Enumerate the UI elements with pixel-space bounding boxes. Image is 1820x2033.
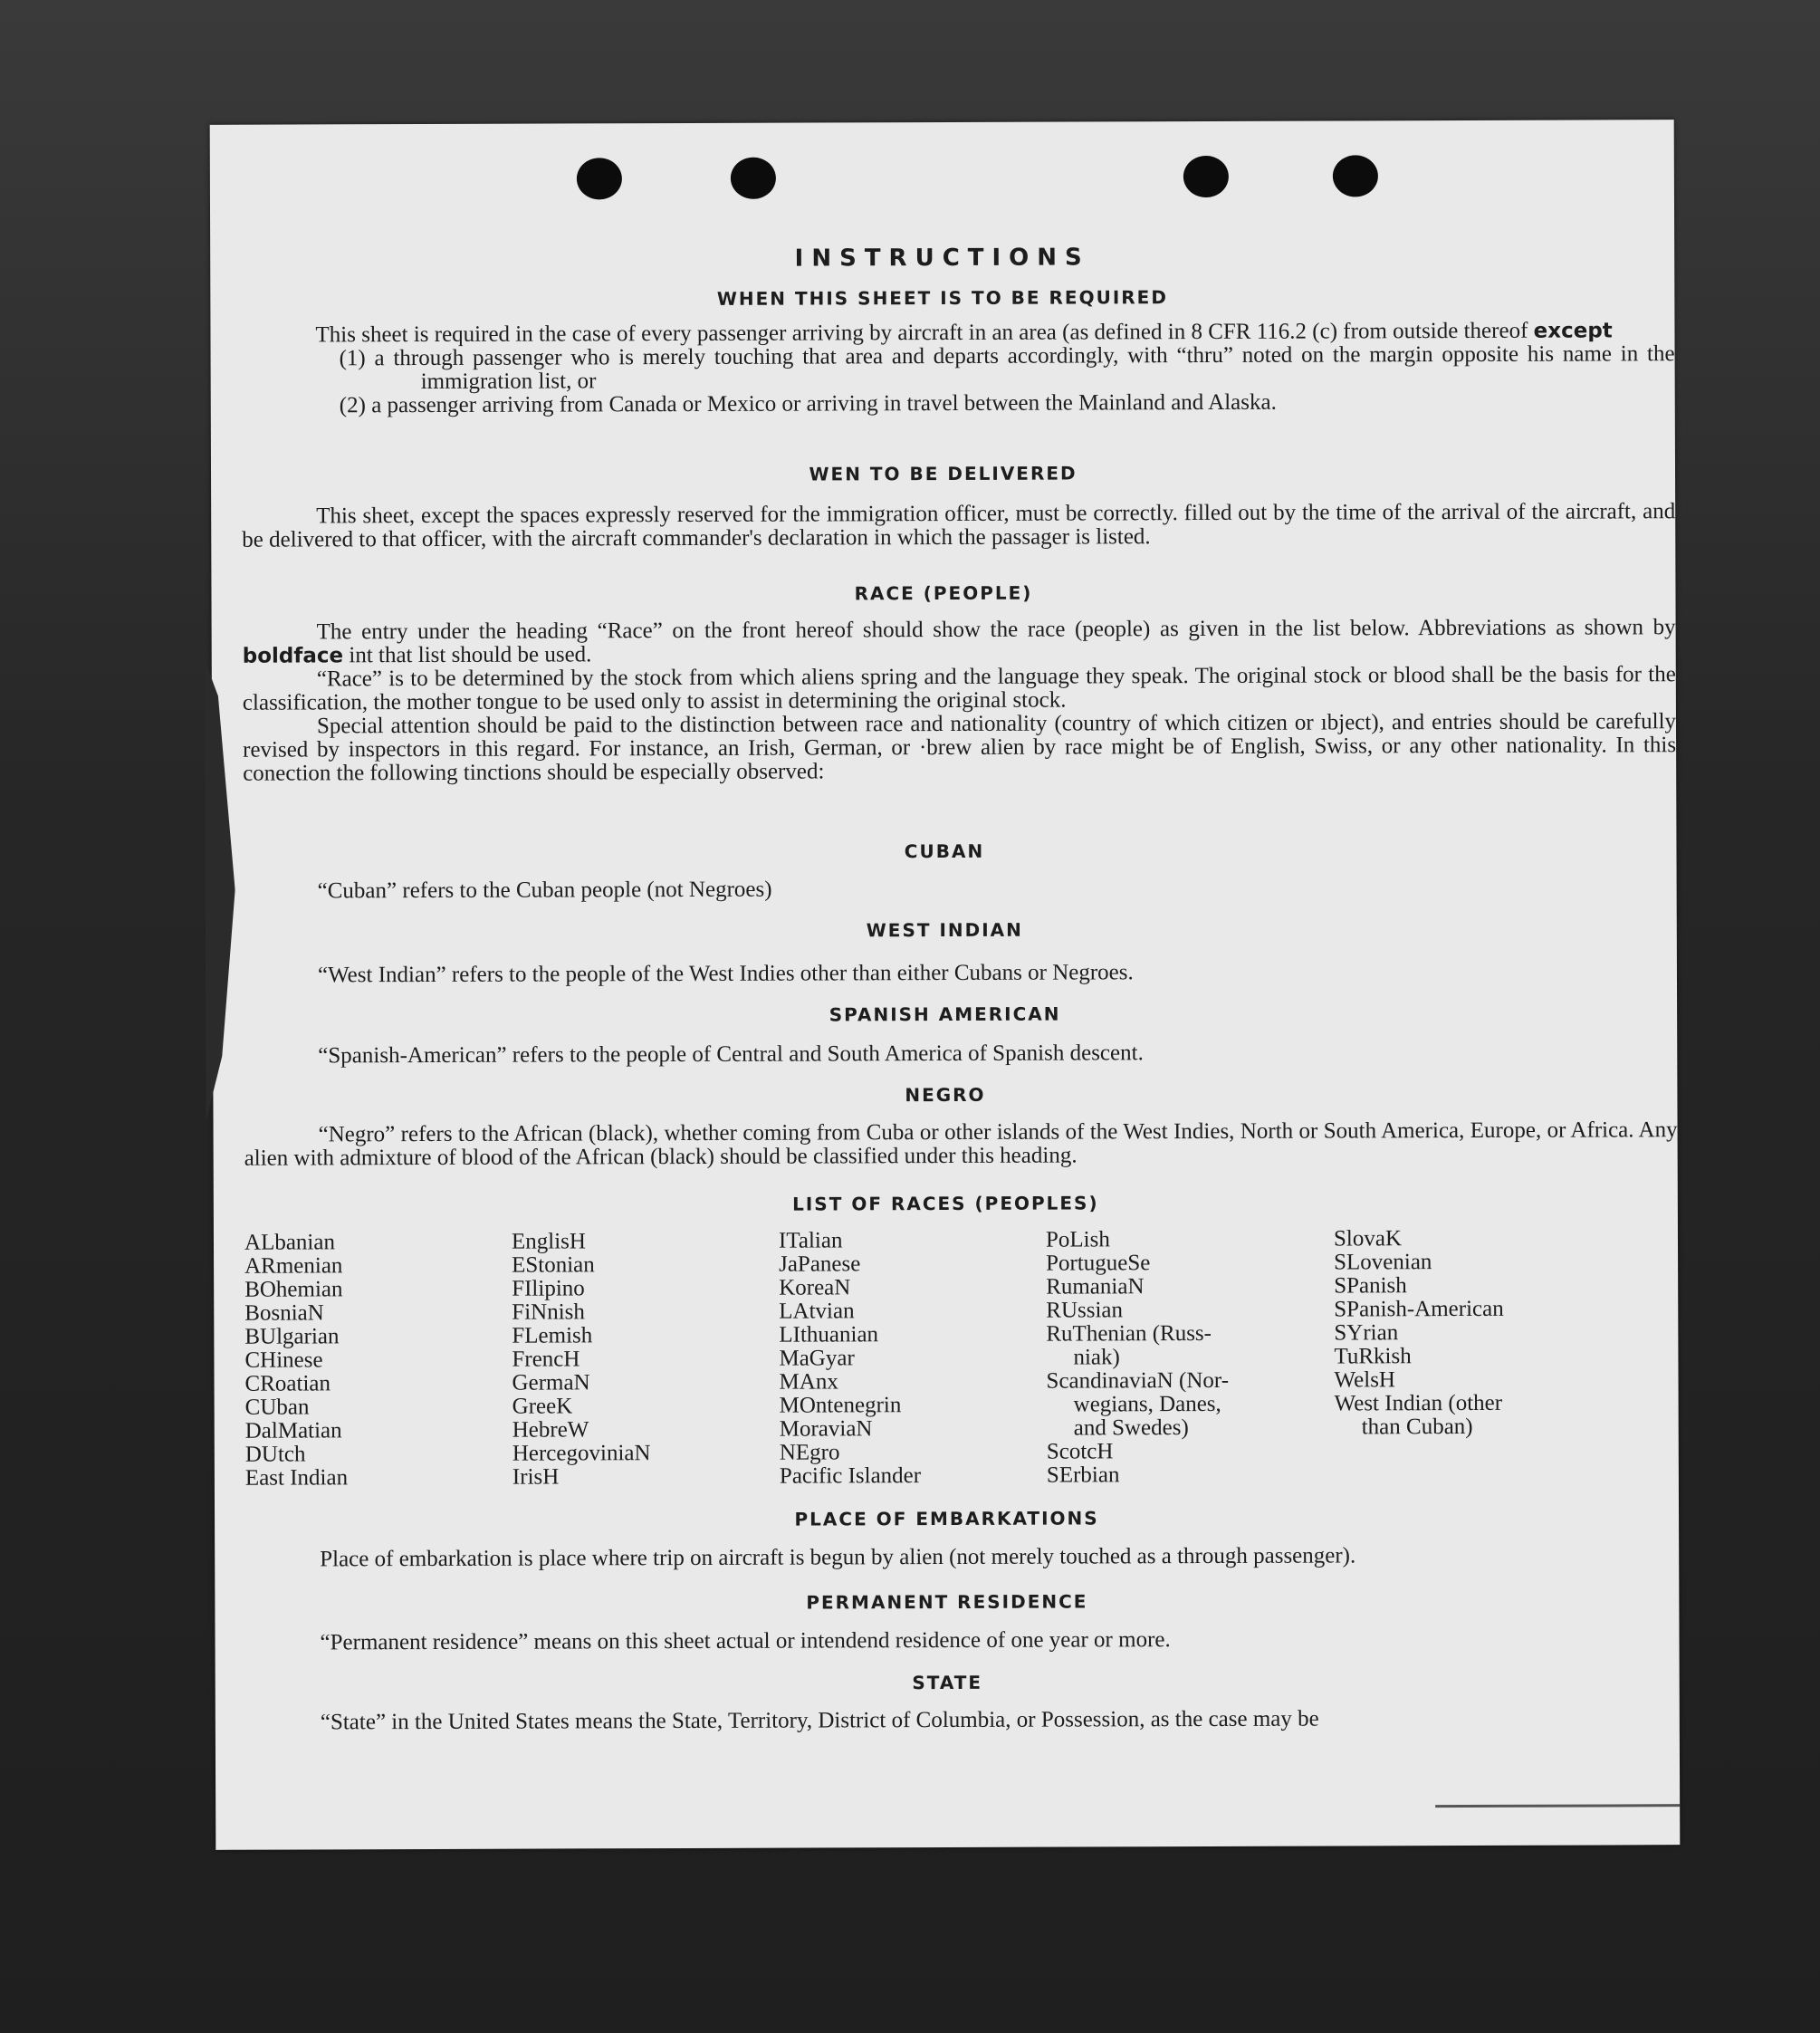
race-p2: “Race” is to be determined by the stock from which aliens spring and the language they speak. The original stock or blood shall be the basis for the classification, the mother tongue to be used only to assist in determining the original stock.	[242, 662, 1676, 715]
race-entry: BOhemian	[244, 1277, 343, 1302]
races-column-1	[244, 1231, 512, 1491]
section-spanish-american	[244, 1040, 1677, 1069]
race-entry: RumaniaN	[1046, 1274, 1145, 1299]
race-entry: MOntenegrin	[779, 1393, 902, 1418]
heading-residence: PERMANENT RESIDENCE	[806, 1590, 1088, 1614]
race-entry: CRoatian	[244, 1371, 331, 1396]
race-entry: Pacific Islander	[779, 1463, 922, 1489]
race-entry: PortugueSe	[1046, 1251, 1151, 1276]
race-entry: MoraviaN	[779, 1416, 873, 1442]
race-entry: EnglisH	[511, 1229, 586, 1254]
race-entry: ITalian	[778, 1228, 843, 1253]
race-entry: GreeK	[512, 1394, 573, 1419]
punch-hole	[1183, 156, 1229, 197]
race-entry: ARmenian	[244, 1253, 343, 1279]
race-entry: FiNnish	[512, 1299, 585, 1325]
punch-hole	[1333, 155, 1378, 197]
race-entry: than Cuban)	[1361, 1414, 1473, 1440]
heading-spanish-american: SPANISH AMERICAN	[829, 1002, 1061, 1026]
section-when-delivered	[242, 500, 1675, 552]
race-entry: SErbian	[1046, 1462, 1120, 1488]
race-entry: MAnx	[779, 1369, 838, 1395]
race-entry: KoreaN	[779, 1275, 851, 1300]
race-entry: BosniaN	[244, 1300, 324, 1326]
delivered-text: This sheet, except the spaces expressly reserved for the immigration officer, must be correctly. filled out by the time of the arrival of the aircraft, and be delivered to that officer, with the aircraft commander's declaration in which the passager is listed.	[242, 499, 1676, 552]
boldface-word: boldface	[242, 644, 344, 668]
section-state	[246, 1706, 1680, 1735]
residence-text: “Permanent residence” means on this sheet actual or intendend residence of one year or more.	[320, 1627, 1171, 1655]
races-column-5	[1334, 1226, 1602, 1486]
race-entry: LAtvian	[779, 1299, 855, 1324]
race-entry: ScotcH	[1046, 1439, 1114, 1464]
race-entry: SPanish	[1334, 1273, 1407, 1299]
heading-state: STATE	[912, 1671, 983, 1694]
race-entry: and Swedes)	[1073, 1415, 1189, 1441]
race-entry: HebreW	[512, 1417, 589, 1443]
race-entry: FIlipino	[512, 1276, 585, 1301]
race-entry: IrisH	[512, 1464, 560, 1490]
race-entry: West Indian (other	[1334, 1390, 1503, 1416]
race-p1-before: The entry under the heading “Race” on the front hereof should show the race (people) as given in the list below. Abbreviations as shown by	[316, 615, 1676, 645]
race-entry: CUban	[244, 1395, 310, 1420]
race-entry: PoLish	[1045, 1227, 1110, 1252]
race-entry: NEgro	[779, 1440, 840, 1465]
race-entry: TuRkish	[1334, 1344, 1412, 1369]
west-indian-text: “West Indian” refers to the people of the West Indies other than either Cubans or Negroes.	[317, 960, 1134, 988]
race-entry: LIthuanian	[779, 1322, 879, 1347]
edge-mark	[1435, 1804, 1680, 1808]
race-entry: niak)	[1073, 1345, 1120, 1370]
section-when-required	[241, 319, 1674, 418]
race-entry: RuThenian (Russ-	[1046, 1320, 1212, 1347]
race-entry: HercegoviniaN	[512, 1441, 651, 1466]
page-title: INSTRUCTIONS	[794, 244, 1090, 273]
race-entry: ScandinaviaN (Nor-	[1046, 1367, 1230, 1394]
race-entry: FrencH	[512, 1347, 580, 1372]
heading-when-delivered: WEN TO BE DELIVERED	[809, 462, 1078, 485]
section-negro	[244, 1118, 1678, 1171]
heading-when-required: WHEN THIS SHEET IS TO BE REQUIRED	[716, 286, 1168, 310]
race-entry: RUssian	[1046, 1298, 1124, 1323]
state-text: “State” in the United States means the State, Territory, District of Columbia, or Possession, as the case may be	[320, 1706, 1319, 1735]
section-race	[243, 616, 1677, 786]
heading-list-of-races: LIST OF RACES (PEOPLES)	[792, 1192, 1099, 1215]
race-entry: wegians, Danes,	[1073, 1391, 1221, 1417]
race-entry: ALbanian	[244, 1230, 336, 1255]
race-entry: EStonian	[512, 1252, 595, 1278]
race-entry: GermaN	[512, 1370, 590, 1395]
race-entry: WelsH	[1334, 1367, 1395, 1393]
section-cuban	[244, 875, 1677, 904]
required-item-1: (1) a through passenger who is merely touching that area and departs accordingly, with “thru” noted on the margin opposite his name in the immigration list, or	[339, 341, 1675, 395]
section-west-indian	[244, 959, 1677, 988]
punch-hole	[577, 158, 622, 199]
race-entry: East Indian	[244, 1465, 349, 1491]
race-entry: SlovaK	[1333, 1226, 1403, 1251]
heading-west-indian: WEST INDIAN	[866, 918, 1023, 942]
section-embarkation	[245, 1543, 1679, 1572]
required-item-2: (2) a passenger arriving from Canada or Mexico or arriving in travel between the Mainland and Alaska.	[339, 389, 1277, 418]
heading-embarkation: PLACE OF EMBARKATIONS	[794, 1507, 1099, 1530]
spanish-american-text: “Spanish-American” refers to the people of Central and South America of Spanish descent.	[318, 1040, 1144, 1069]
races-column-3	[779, 1229, 1047, 1489]
race-entry: JaPanese	[779, 1251, 861, 1277]
race-entry: DalMatian	[244, 1418, 342, 1443]
punch-hole	[731, 158, 776, 199]
heading-negro: NEGRO	[905, 1083, 986, 1107]
race-entry: DUtch	[244, 1442, 306, 1467]
race-entry: CHinese	[244, 1347, 323, 1373]
negro-text: “Negro” refers to the African (black), whether coming from Cuba or other islands of the West Indies, North or South America, Europe, or Africa. Any alien with admixture of blood of the African (black) should be classified under this heading.	[244, 1117, 1678, 1171]
except-word: except	[1533, 319, 1613, 343]
heading-cuban: CUBAN	[904, 839, 985, 863]
race-p3: Special attention should be paid to the distinction between race and nationality (country of which citizen or ıbject), and entries should be carefully revised by inspectors in this regard. For instance, an Irish, German, or ·brew alien by race might be of English, Swiss, or any other nationality. In this conection the following tinctions should be especially observed:	[243, 709, 1677, 786]
race-entry: FLemish	[512, 1323, 593, 1348]
races-column-4	[1046, 1228, 1335, 1488]
embarkation-text: Place of embarkation is place where trip on aircraft is begun by alien (not merely touched as a through passenger).	[320, 1543, 1356, 1572]
required-text: This sheet is required in the case of every passenger arriving by aircraft in an area (as defined in 8 CFR 116.2 (c) from outside thereof	[315, 318, 1528, 348]
cuban-text: “Cuban” refers to the Cuban people (not Negroes)	[317, 877, 772, 904]
race-entry: BUlgarian	[244, 1324, 340, 1349]
heading-race: RACE (PEOPLE)	[854, 581, 1033, 605]
section-residence	[245, 1626, 1679, 1655]
race-entry: SYrian	[1334, 1320, 1399, 1346]
instruction-sheet	[210, 120, 1681, 1850]
race-p1-after: int that list should be used.	[349, 642, 592, 668]
races-column-2	[512, 1230, 780, 1490]
race-entry: MaGyar	[779, 1346, 855, 1371]
race-entry: SPanish-American	[1334, 1296, 1504, 1322]
race-entry: SLovenian	[1334, 1250, 1432, 1275]
races-list	[244, 1226, 1649, 1490]
